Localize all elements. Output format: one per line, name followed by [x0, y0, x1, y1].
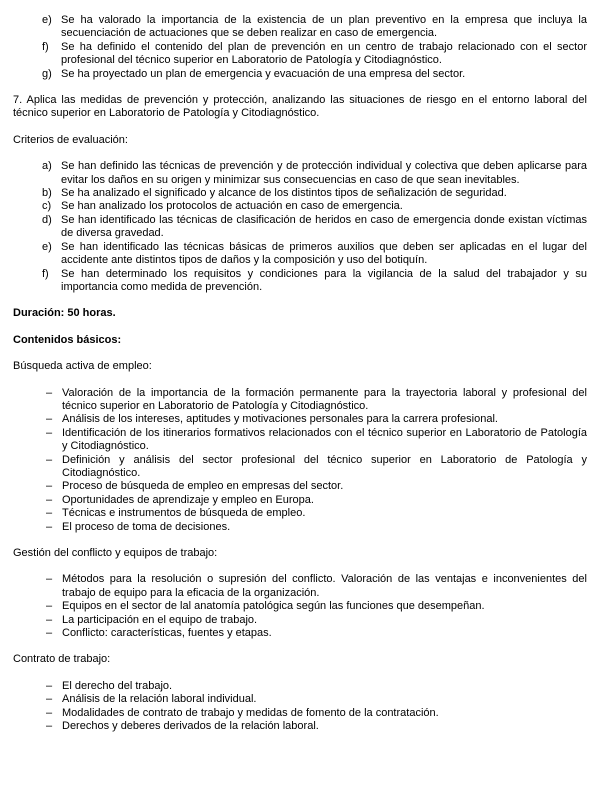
item-text: Se ha definido el contenido del plan de prevención en un centro de trabajo relacionado con el sector profesional del técnico superior en Laboratorio de Patología y Citodiagnóstico. — [61, 40, 587, 67]
item-text: Se ha analizado el significado y alcance de los distintos tipos de señalización de seguridad. — [61, 187, 507, 200]
list-item — [13, 387, 587, 414]
item-dash-marker: – — [46, 493, 53, 506]
list-item — [13, 268, 587, 295]
item-letter-label: d) — [42, 213, 52, 226]
list-item — [13, 68, 587, 81]
item-dash-marker: – — [46, 573, 53, 586]
item-text: Técnicas e instrumentos de búsqueda de empleo. — [62, 507, 306, 520]
item-dash-marker: – — [46, 480, 53, 493]
item-text: Derechos y deberes derivados de la relación laboral. — [62, 720, 319, 733]
list-item — [13, 720, 587, 733]
employment-contract-heading: Contrato de trabajo: — [13, 653, 111, 666]
item-text: Definición y análisis del sector profesional del técnico superior en Laboratorio de Patología y Citodiagnóstico. — [62, 453, 587, 479]
item-text: Equipos en el sector de lal anatomía patológica según las funciones que desempeñan. — [62, 600, 485, 613]
document-body — [13, 14, 587, 733]
list-item — [13, 160, 587, 187]
conflict-management-list — [13, 573, 587, 640]
item-dash-marker: – — [46, 600, 53, 613]
evaluation-criteria-heading: Criterios de evaluación: — [13, 133, 128, 146]
item-letter-label: f) — [42, 267, 49, 280]
item-letter-label: e) — [42, 240, 52, 253]
list-item — [13, 14, 587, 41]
item-dash-marker: – — [46, 706, 53, 719]
item-text: Modalidades de contrato de trabajo y medidas de fomento de la contratación. — [62, 706, 439, 719]
list-item — [13, 241, 587, 268]
learning-outcome-7: 7. Aplica las medidas de prevención y protección, analizando las situaciones de riesgo en el entorno laboral del técnico superior en Laboratorio de Patología y Citodiagnóstico. — [13, 94, 587, 120]
employment-contract-list — [13, 680, 587, 734]
item-text: Identificación de los itinerarios formativos relacionados con el técnico superior en Laboratorio de Patología y Citodiagnóstico. — [62, 426, 587, 453]
item-dash-marker: – — [46, 386, 53, 399]
list-item — [13, 200, 587, 213]
item-text: El derecho del trabajo. — [62, 679, 173, 692]
evaluation-criteria-list — [13, 160, 587, 294]
list-item — [13, 680, 587, 693]
job-search-heading: Búsqueda activa de empleo: — [13, 360, 152, 373]
list-item — [13, 573, 587, 600]
item-letter-label: a) — [42, 160, 52, 173]
item-dash-marker: – — [46, 426, 53, 439]
item-text: Conflicto: características, fuentes y etapas. — [62, 627, 272, 640]
item-dash-marker: – — [46, 627, 53, 640]
item-dash-marker: – — [46, 720, 53, 733]
item-text: Análisis de la relación laboral individual. — [62, 693, 257, 706]
item-text: Proceso de búsqueda de empleo en empresas del sector. — [62, 480, 344, 493]
item-text: La participación en el equipo de trabajo. — [62, 613, 258, 626]
list-item — [13, 41, 587, 68]
list-item — [13, 454, 587, 481]
item-text: Oportunidades de aprendizaje y empleo en Europa. — [62, 493, 314, 506]
item-letter-label: c) — [42, 200, 52, 213]
item-text: Se han identificado las técnicas de clasificación de heridos en caso de emergencia donde existan víctimas de diversa gravedad. — [61, 213, 587, 240]
item-text: Se han identificado las técnicas básicas de primeros auxilios que deben ser aplicadas en el lugar del accidente ante distintos tipos de daños y la composición y uso del botiquín. — [61, 240, 587, 267]
basic-contents-heading: Contenidos básicos: — [13, 333, 122, 346]
conflict-management-heading: Gestión del conflicto y equipos de trabajo: — [13, 547, 218, 559]
list-item — [13, 427, 587, 454]
item-letter-label: e) — [42, 14, 52, 26]
list-item — [13, 187, 587, 200]
list-item — [13, 480, 587, 493]
item-text: Valoración de la importancia de la formación permanente para la trayectoria laboral y profesional del técnico superior en Laboratorio de Patología y Citodiagnóstico. — [62, 386, 587, 412]
item-text: Análisis de los intereses, aptitudes y motivaciones personales para la carrera profesional. — [62, 413, 498, 426]
item-dash-marker: – — [46, 507, 53, 520]
item-dash-marker: – — [46, 679, 53, 692]
item-letter-label: b) — [42, 187, 52, 200]
list-item — [13, 614, 587, 627]
criteria-list-continuation — [13, 14, 587, 81]
duration-heading: Duración: 50 horas. — [13, 307, 116, 320]
item-text: El proceso de toma de decisiones. — [62, 520, 231, 533]
item-letter-label: g) — [42, 67, 52, 80]
list-item — [13, 627, 587, 640]
item-dash-marker: – — [46, 520, 53, 533]
item-text: Se ha proyectado un plan de emergencia y evacuación de una empresa del sector. — [61, 67, 466, 80]
item-text: Se ha valorado la importancia de la existencia de un plan preventivo en la empresa que incluya la secuenciación de actuaciones que se deben realizar en caso de emergencia. — [61, 14, 587, 40]
item-text: Métodos para la resolución o supresión del conflicto. Valoración de las ventajas e inconvenientes del trabajo de equipo para la eficacia de la organización. — [62, 573, 587, 599]
item-dash-marker: – — [46, 693, 53, 706]
list-item — [13, 494, 587, 507]
list-item — [13, 214, 587, 241]
item-dash-marker: – — [46, 413, 53, 426]
item-letter-label: f) — [42, 40, 49, 53]
item-text: Se han analizado los protocolos de actuación en caso de emergencia. — [61, 200, 403, 213]
item-dash-marker: – — [46, 453, 53, 466]
item-dash-marker: – — [46, 613, 53, 626]
list-item — [13, 693, 587, 706]
job-search-list — [13, 387, 587, 534]
item-text: Se han determinado los requisitos y condiciones para la vigilancia de la salud del trabajador y su importancia como medida de prevención. — [61, 267, 587, 293]
list-item — [13, 413, 587, 426]
list-item — [13, 600, 587, 613]
list-item — [13, 521, 587, 534]
list-item — [13, 707, 587, 720]
list-item — [13, 507, 587, 520]
item-text: Se han definido las técnicas de prevención y de protección individual y colectiva que deben aplicarse para evitar los daños en su origen y minimizar sus consecuencias en caso de que sean inevitables. — [61, 160, 587, 186]
